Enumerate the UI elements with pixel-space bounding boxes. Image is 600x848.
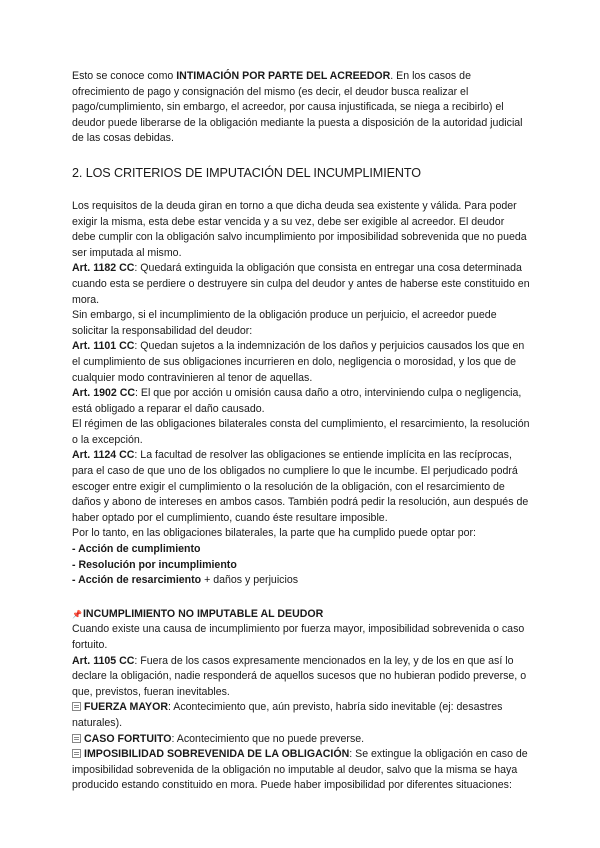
note-icon xyxy=(72,702,81,711)
article-label: Art. 1124 CC xyxy=(72,449,135,462)
intro-bold-term: INTIMACIÓN POR PARTE DEL ACREEDOR xyxy=(176,70,391,82)
subtitle-no-imputable: 📌INCUMPLIMIENTO NO IMPUTABLE AL DEUDOR xyxy=(72,607,530,623)
article-1101 xyxy=(72,339,530,386)
definition-label: IMPOSIBILIDAD SOBREVENIDA DE LA OBLIGACIÓN xyxy=(84,748,350,761)
option-item xyxy=(72,542,530,558)
article-1182 xyxy=(72,261,530,308)
note-icon xyxy=(72,734,81,743)
paragraph-opciones: Por lo tanto, en las obligaciones bilaterales, la parte que ha cumplido puede optar por: xyxy=(72,527,477,540)
option-label: - Acción de cumplimiento xyxy=(72,543,201,556)
article-label: Art. 1105 CC xyxy=(72,654,135,667)
article-label: Art. 1101 CC xyxy=(72,340,135,353)
option-item xyxy=(72,573,530,589)
definition-text: : Acontecimiento que, aún previsto, habría sido inevitable (ej: desastres naturales). xyxy=(72,701,503,729)
paragraph-perjuicio: Sin embargo, si el incumplimiento de la obligación produce un perjuicio, el acreedor puede solicitar la responsabilidad del deudor: xyxy=(72,309,497,337)
definition-label: FUERZA MAYOR xyxy=(84,701,168,714)
paragraph-causa: Cuando existe una causa de incumplimiento por fuerza mayor, imposibilidad sobrevenida o caso fortuito. xyxy=(72,623,525,651)
definition-fuerza-mayor xyxy=(72,700,530,731)
article-text: : La facultad de resolver las obligaciones se entiende implícita en las recíprocas, para el caso de que uno de los obligados no cumpliere lo que le incumbe. El perjudicado podrá escoger entre exigir el cumplimiento o la resolución de la obligación, con el resarcimiento de daños y abono de intereses en ambos casos. También podrá pedir la resolución, aun después de haber optado por el cumplimiento, cuando éste resultare imposible. xyxy=(72,449,529,524)
paragraph-requisitos: Los requisitos de la deuda giran en torno a que dicha deuda sea existente y válida. Para poder exigir la misma, esta debe estar vencida y a su vez, debe ser exigible al acreedor. El deudor debe cumplir con la obligación salvo incumplimiento por imposibilidad sobrevenida que no pueda ser imputada al mismo. xyxy=(72,199,527,259)
article-text: : El que por acción u omisión causa daño a otro, interviniendo culpa o negligencia, está obligado a reparar el daño causado. xyxy=(72,387,522,415)
pin-icon: 📌 xyxy=(72,609,82,619)
paragraph-regimen: El régimen de las obligaciones bilaterales consta del cumplimiento, el resarcimiento, la resolución o la excepción. xyxy=(72,418,530,446)
article-text: : Fuera de los casos expresamente mencionados en la ley, y de los en que así lo declare la obligación, nadie responderá de aquellos sucesos que no hubieran podido preverse, o que, previstos, fueran inevitables. xyxy=(72,654,527,698)
article-label: Art. 1902 CC xyxy=(72,387,135,400)
intro-paragraph xyxy=(72,69,530,147)
article-1105 xyxy=(72,654,530,701)
option-label: - Acción de resarcimiento xyxy=(72,574,202,587)
definition-label: CASO FORTUITO xyxy=(84,732,172,745)
article-text: : Quedará extinguida la obligación que consista en entregar una cosa determinada cuando esta se perdiere o destruyere sin culpa del deudor y antes de haberse este constituido en mora. xyxy=(72,262,530,306)
definition-text: : Acontecimiento que no puede preverse. xyxy=(171,732,365,745)
option-rest: + daños y perjuicios xyxy=(201,574,299,587)
definition-caso-fortuito xyxy=(72,732,530,748)
option-label: - Resolución por incumplimiento xyxy=(72,558,237,571)
section-title: 2. LOS CRITERIOS DE IMPUTACIÓN DEL INCUMPLIMIENTO xyxy=(72,165,421,180)
article-text: : Quedan sujetos a la indemnización de los daños y perjuicios causados los que en el cumplimiento de sus obligaciones incurrieren en dolo, negligencia o morosidad, y los que de cualquier modo contravinieren al tenor de aquellas. xyxy=(72,340,525,384)
document-page xyxy=(72,69,530,794)
article-1124 xyxy=(72,448,530,526)
article-1902 xyxy=(72,386,530,417)
note-icon xyxy=(72,749,81,758)
option-item xyxy=(72,558,530,574)
intro-text-rest: . En los casos de ofrecimiento de pago y consignación del mismo (es decir, el deudor busca realizar el pago/cumplimiento, sin embargo, el acreedor, por causa injustificada, se niega a recibirlo) el deudor puede liberarse de la obligación mediante la puesta a disposición de la autoridad judicial de las cosas debidas. xyxy=(72,70,523,145)
definition-text: : Se extingue la obligación en caso de imposibilidad sobrevenida de la obligación no imputable al deudor, salvo que la misma se haya producido estando constituido en mora. Puede haber imposibilidad por diferentes situaciones: xyxy=(72,748,528,792)
intro-text: Esto se conoce como xyxy=(72,70,177,82)
definition-imposibilidad xyxy=(72,747,530,794)
article-label: Art. 1182 CC xyxy=(72,262,135,275)
